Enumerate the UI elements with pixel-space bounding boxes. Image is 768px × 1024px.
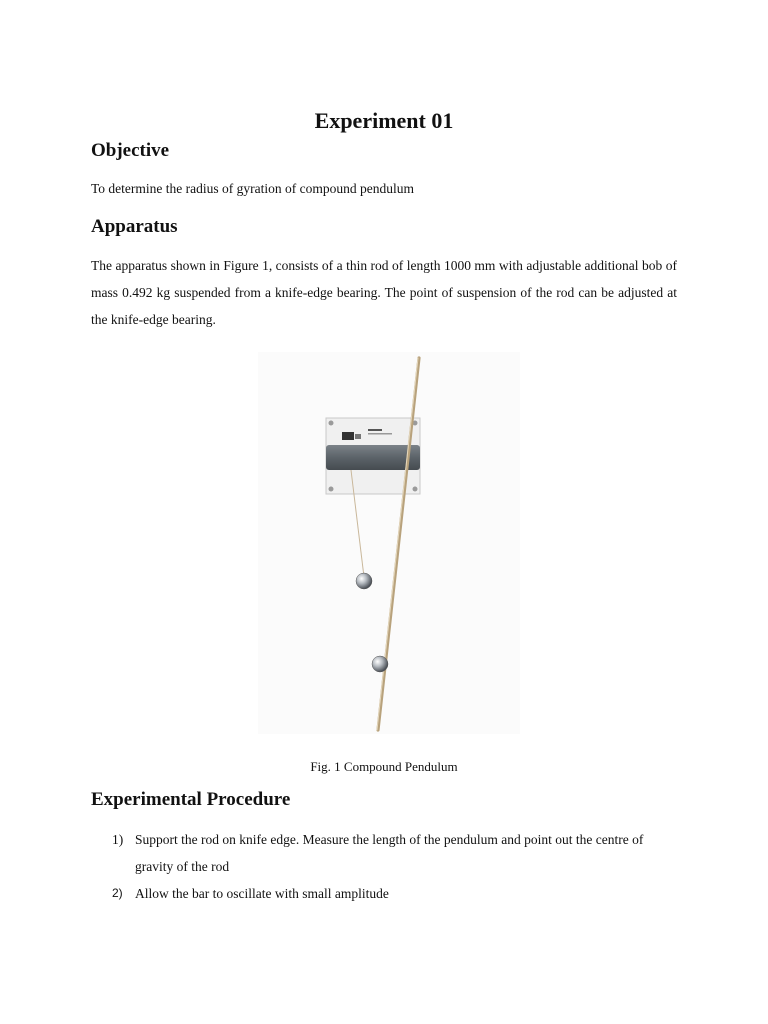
apparatus-heading: Apparatus (91, 216, 178, 237)
step-text: Allow the bar to oscillate with small amplitude (135, 886, 389, 901)
procedure-heading: Experimental Procedure (91, 789, 291, 810)
adjustable-bob (356, 573, 372, 589)
procedure-list (91, 826, 681, 907)
figure-caption: Fig. 1 Compound Pendulum (310, 759, 458, 774)
step-number: 2) (112, 886, 123, 900)
apparatus-text: The apparatus shown in Figure 1, consists of a thin rod of length 1000 mm with adjustable additional bob of mass 0.492 kg suspended from a knife-edge bearing. The point of suspension of the rod can be adjusted at the knife-edge bearing. (91, 258, 677, 327)
page-title: Experiment 01 (314, 108, 454, 133)
rod-bob (372, 656, 388, 672)
objective-heading: Objective (91, 140, 170, 161)
procedure-step (91, 880, 681, 907)
compound-pendulum-figure (258, 352, 520, 734)
procedure-step (91, 826, 681, 880)
compound-pendulum-photo (258, 352, 520, 734)
step-text: Support the rod on knife edge. Measure the length of the pendulum and point out the centre of gravity of the rod (135, 832, 644, 874)
objective-text: To determine the radius of gyration of compound pendulum (91, 181, 414, 196)
step-number: 1) (112, 832, 124, 847)
